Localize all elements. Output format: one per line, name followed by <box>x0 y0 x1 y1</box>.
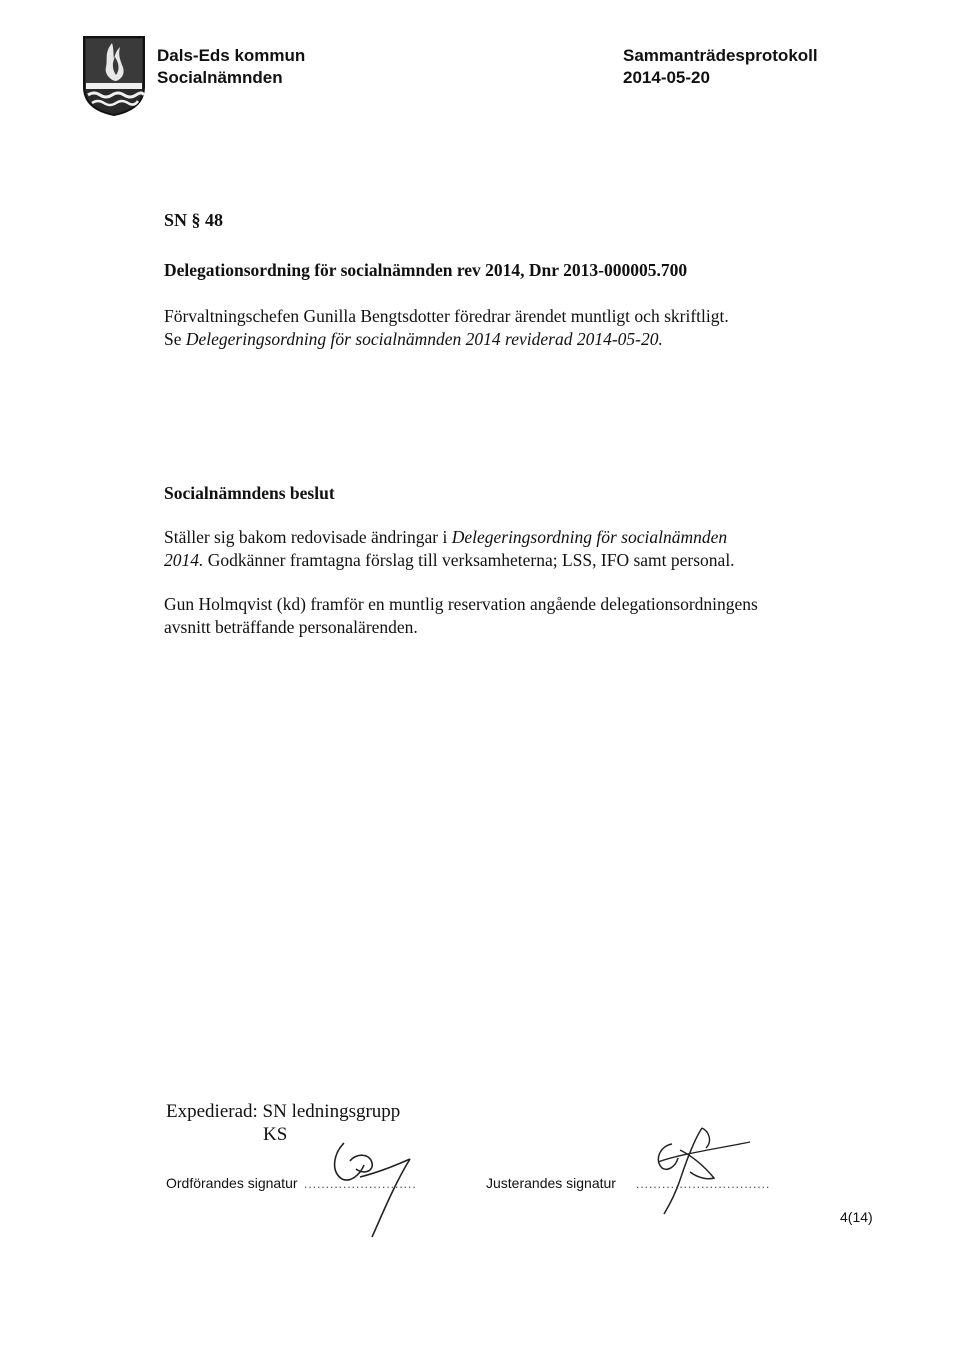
meeting-date: 2014-05-20 <box>623 68 710 87</box>
intro-document-reference: Delegeringsordning för socialnämnden 2014 reviderad 2014-05-20. <box>185 329 663 349</box>
intro-line-1: Förvaltningschefen Gunilla Bengtsdotter föredrar ärendet muntligt och skriftligt. <box>164 306 729 326</box>
decision-document-reference: Delegeringsordning för socialnämnden <box>451 527 728 547</box>
intro-line-2 <box>164 328 663 350</box>
document-type: Sammanträdesprotokoll <box>623 46 818 65</box>
adjuster-handwritten-signature <box>640 1120 760 1220</box>
section-title: Delegationsordning för socialnämnden rev 2014, Dnr 2013-000005.700 <box>164 260 688 280</box>
decision-line-2-text: Godkänner framtagna förslag till verksamheterna; LSS, IFO samt personal. <box>203 550 735 570</box>
decision-line-2 <box>164 549 735 571</box>
section-id: SN § 48 <box>164 210 224 230</box>
decision-document-year: 2014. <box>164 550 204 570</box>
reservation-line-1: Gun Holmqvist (kd) framför en muntlig reservation angående delegationsordningens <box>164 594 758 614</box>
municipal-coat-of-arms-logo <box>82 35 146 117</box>
reservation-line-2: avsnitt beträffande personalärenden. <box>164 617 418 637</box>
intro-line-2-prefix: Se <box>164 329 186 349</box>
adjuster-signature-line: ............................... <box>636 1177 771 1191</box>
chair-signature-line: .......................... <box>304 1177 417 1191</box>
decision-heading: Socialnämndens beslut <box>164 483 335 503</box>
coat-of-arms-icon <box>82 35 146 117</box>
expedierad-cc: KS <box>263 1124 288 1145</box>
department-name: Socialnämnden <box>157 68 283 87</box>
chair-handwritten-signature <box>320 1135 430 1245</box>
expedierad-recipients: Expedierad: SN ledningsgrupp <box>166 1101 401 1122</box>
chair-signature-label: Ordförandes signatur <box>166 1175 298 1191</box>
organization-name: Dals-Eds kommun <box>157 46 306 65</box>
decision-line-1-text: Ställer sig bakom redovisade ändringar i <box>164 527 452 547</box>
page-number: 4(14) <box>840 1209 873 1225</box>
adjuster-signature-label: Justerandes signatur <box>486 1175 616 1191</box>
decision-line-1 <box>164 526 727 548</box>
